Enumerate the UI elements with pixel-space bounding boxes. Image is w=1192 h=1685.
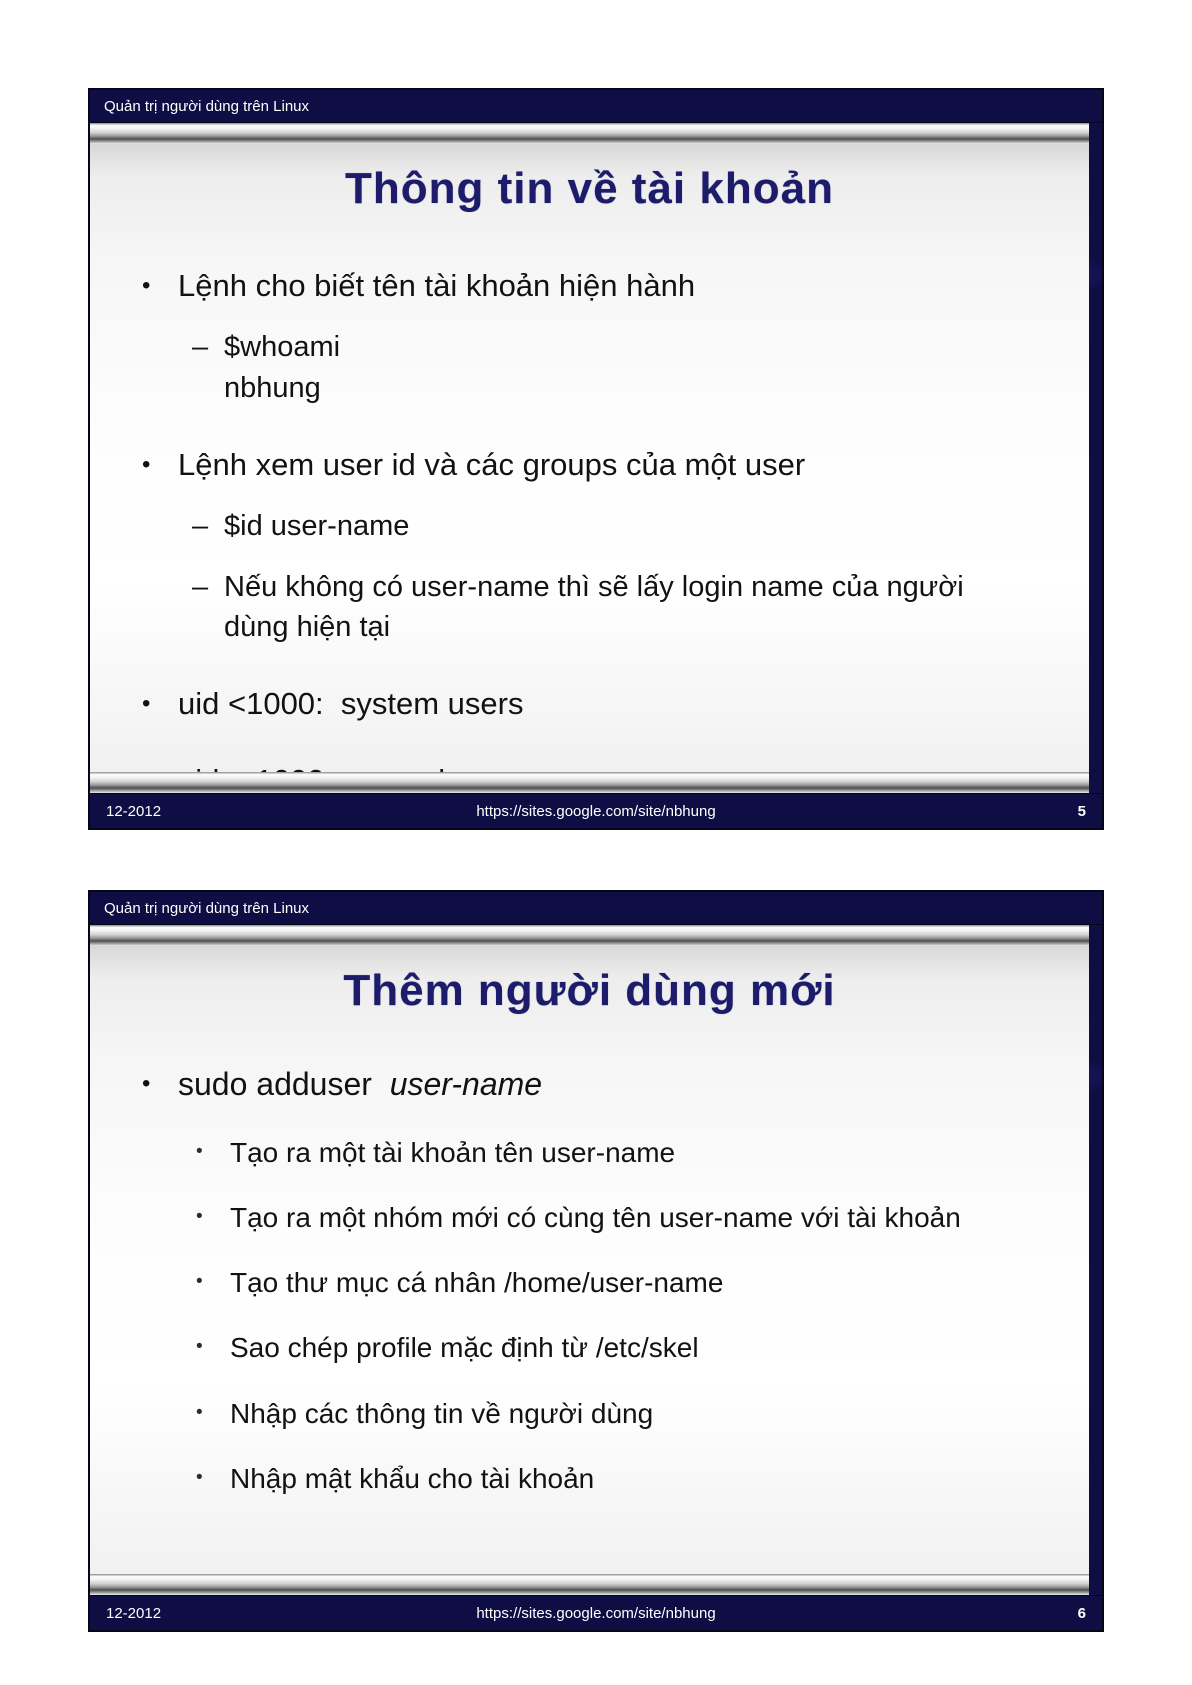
slide-6 [88,890,1104,1632]
slide-header-bar [90,892,1102,925]
bullet-item [90,1328,1089,1367]
slide-header-bar [90,90,1102,123]
footer-date: 12-2012 [106,802,162,820]
bullet-text: nbhung [224,371,321,404]
footer-page-number: 6 [1077,1604,1086,1622]
footer-page-number: 5 [1077,802,1086,820]
footer-url: https://sites.google.com/site/nbhung [476,802,716,820]
bevel-top [90,123,1089,144]
bullet-text: Nếu không có user-name thì sẽ lấy login name của người dùng hiện tại [224,570,972,644]
footer-url: https://sites.google.com/site/nbhung [476,1604,716,1622]
bullet-item [90,368,1089,409]
footer-date: 12-2012 [106,1604,162,1622]
slide-footer-bar [90,793,1102,828]
bullet-text: Sao chép profile mặc định từ /etc/skel [230,1332,699,1364]
bullet-text: Tạo ra một tài khoản tên user-name [230,1136,676,1168]
bullet-item [90,1394,1089,1433]
bullet-item [90,264,1089,307]
bevel-top [90,925,1089,946]
bullet-item [90,327,1089,368]
bullet-dot: • [196,1401,203,1423]
bullet-item [90,682,1089,725]
slide-content [90,144,1089,772]
bullet-dot: • [142,450,151,478]
bullet-text: Tạo ra một nhóm mới có cùng tên user-name với tài khoản [230,1201,961,1233]
bullet-dash: – [192,509,209,542]
bullet-item [90,1459,1089,1498]
bullet-item [90,1198,1089,1237]
slide-content [90,946,1089,1574]
bullet-text: Tạo thư mục cá nhân /home/user-name [230,1267,724,1299]
slide-header-text: Quản trị người dùng trên Linux [104,97,309,115]
bullet-text: uid <1000: system users [178,685,524,721]
bullet-dot: • [142,1070,151,1097]
bullet-dot: • [196,1140,203,1162]
bullet-dot: • [196,1271,203,1293]
slide-footer-bar [90,1595,1102,1630]
slide-5 [88,88,1104,830]
slide-content-frame [90,925,1089,1595]
bullet-item [90,567,1089,648]
bullet-dot: • [196,1466,203,1488]
bullet-text: Lệnh cho biết tên tài khoản hiện hành [178,268,696,303]
bullet-dot: • [142,272,151,299]
bevel-bottom [90,1574,1089,1595]
bullet-dash: – [192,570,209,603]
bullet-item [90,1062,1089,1107]
command-argument: user-name [389,1066,543,1102]
slide-content-frame [90,123,1089,793]
bevel-bottom [90,772,1089,793]
bullet-item [90,506,1089,547]
bullet-text: $id user-name [224,509,410,542]
slide-header-text: Quản trị người dùng trên Linux [104,899,309,917]
bullet-dot: • [196,1336,203,1358]
bullet-item [90,1263,1089,1302]
bullet-text: Lệnh xem user id và các groups của một user [178,446,806,482]
command-text: sudo adduser [178,1066,390,1102]
bullet-dot: • [196,1205,203,1227]
bullet-text [178,1062,542,1107]
bullet-text: Nhập các thông tin về người dùng [230,1397,654,1429]
bullet-dash: – [192,331,209,364]
bullet-dot: • [142,689,151,717]
bullet-text: Nhập mật khẩu cho tài khoản [230,1462,595,1494]
bullet-item [90,443,1089,486]
bullet-text: $whoami [224,331,341,364]
bullet-item [90,1133,1089,1172]
slide-title: Thêm người dùng mới [343,966,836,1015]
slide-title: Thông tin về tài khoản [345,164,834,213]
